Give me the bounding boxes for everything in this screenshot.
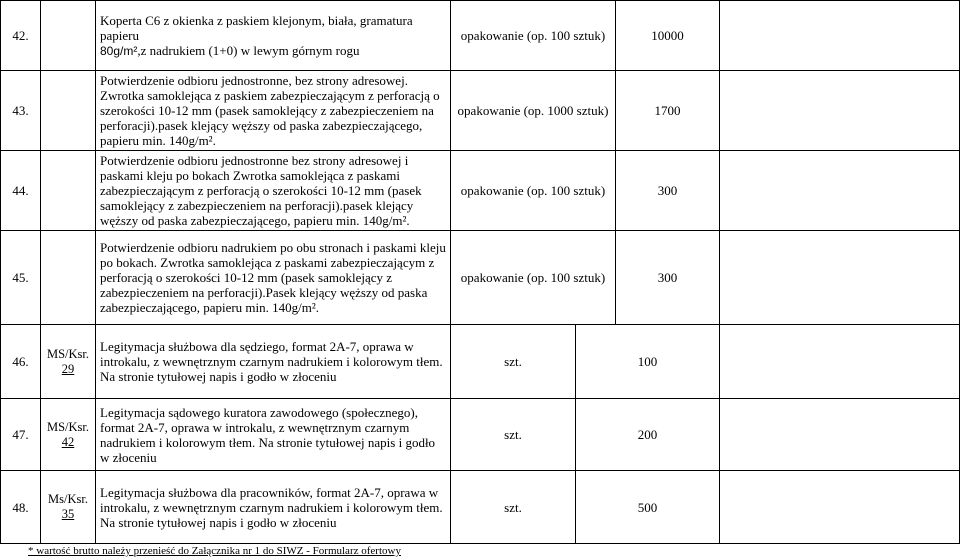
row-number: 45. xyxy=(1,231,41,325)
table-row xyxy=(1,151,960,231)
price-cell xyxy=(720,71,960,151)
item-description: Potwierdzenie odbioru jednostronne bez strony adresowej i paskami kleju po bokach Zwrotka samoklejąca z paskami zabezpieczającym z perforacją o szerokości 10-12 mm (pasek samoklejący z zabezpieczeniem na perforacji).pasek klejący węższy od paska zabezpieczającego, papieru min. 140g/m². xyxy=(96,151,451,231)
footnote: * wartość brutto należy przenieść do Załącznika nr 1 do SIWZ - Formularz ofertowy xyxy=(28,545,401,557)
table-row xyxy=(1,71,960,151)
table-row xyxy=(1,231,960,325)
product-code: Ms/Ksr. 35 xyxy=(41,471,96,544)
quantity: 10000 xyxy=(616,1,720,71)
product-code xyxy=(41,71,96,151)
product-code xyxy=(41,1,96,71)
item-description: Koperta C6 z okienka z paskiem klejonym, biała, gramatura papieru 80g/m²,z nadrukiem (1+0) w lewym górnym rogu xyxy=(96,1,451,71)
item-description: Potwierdzenie odbioru jednostronne, bez strony adresowej. Zwrotka samoklejąca z paskiem zabezpieczającym z perforacją o szerokości 10-12 mm (pasek samoklejący z zabezpieczeniem na perforacji).pasek klejący węższy od paska zabezpieczającego, papieru min. 140g/m². xyxy=(96,71,451,151)
quantity: 100 xyxy=(576,325,720,399)
quantity: 200 xyxy=(576,399,720,471)
item-description: Legitymacja służbowa dla pracowników, format 2A-7, oprawa w introkalu, z wewnętrznym czarnym nadrukiem i kolorowym tłem. Na stronie tytułowej napis i godło w złoceniu xyxy=(96,471,451,544)
row-number: 44. xyxy=(1,151,41,231)
table-row xyxy=(1,325,960,399)
row-number: 47. xyxy=(1,399,41,471)
quantity: 500 xyxy=(576,471,720,544)
unit-of-measure: opakowanie (op. 1000 sztuk) xyxy=(451,71,616,151)
quantity: 300 xyxy=(616,231,720,325)
product-code: MS/Ksr. 29 xyxy=(41,325,96,399)
price-cell xyxy=(720,399,960,471)
quantity: 1700 xyxy=(616,71,720,151)
row-number: 46. xyxy=(1,325,41,399)
unit-of-measure: opakowanie (op. 100 sztuk) xyxy=(451,1,616,71)
table-row xyxy=(1,399,960,471)
table-row xyxy=(1,1,960,71)
row-number: 48. xyxy=(1,471,41,544)
gramature-value: 80g/m² xyxy=(100,43,138,58)
product-code: MS/Ksr. 42 xyxy=(41,399,96,471)
unit-of-measure: opakowanie (op. 100 sztuk) xyxy=(451,231,616,325)
product-code xyxy=(41,151,96,231)
price-cell xyxy=(720,151,960,231)
price-cell xyxy=(720,325,960,399)
unit-of-measure: szt. xyxy=(451,325,576,399)
product-code xyxy=(41,231,96,325)
row-number: 42. xyxy=(1,1,41,71)
unit-of-measure: szt. xyxy=(451,399,576,471)
unit-of-measure: opakowanie (op. 100 sztuk) xyxy=(451,151,616,231)
table-row xyxy=(1,471,960,544)
unit-of-measure: szt. xyxy=(451,471,576,544)
price-cell xyxy=(720,231,960,325)
price-cell xyxy=(720,471,960,544)
row-number: 43. xyxy=(1,71,41,151)
item-description: Legitymacja sądowego kuratora zawodowego (społecznego), format 2A-7, oprawa w introkalu, z wewnętrznym czarnym nadrukiem i kolorowym tłem. Na stronie tytułowej napis i godło w złoceniu xyxy=(96,399,451,471)
item-description: Legitymacja służbowa dla sędziego, format 2A-7, oprawa w introkalu, z wewnętrznym czarnym nadrukiem i kolorowym tłem. Na stronie tytułowej napis i godło w złoceniu xyxy=(96,325,451,399)
item-description: Potwierdzenie odbioru nadrukiem po obu stronach i paskami kleju po bokach. Zwrotka samoklejąca z paskami zabezpieczającym z perforacją o szerokości 10-12 mm (pasek samoklejący z zabezpieczeniem na perforacji).Pasek klejący węższy od paska zabezpieczającego, papieru min. 140g/m². xyxy=(96,231,451,325)
quantity: 300 xyxy=(616,151,720,231)
price-cell xyxy=(720,1,960,71)
